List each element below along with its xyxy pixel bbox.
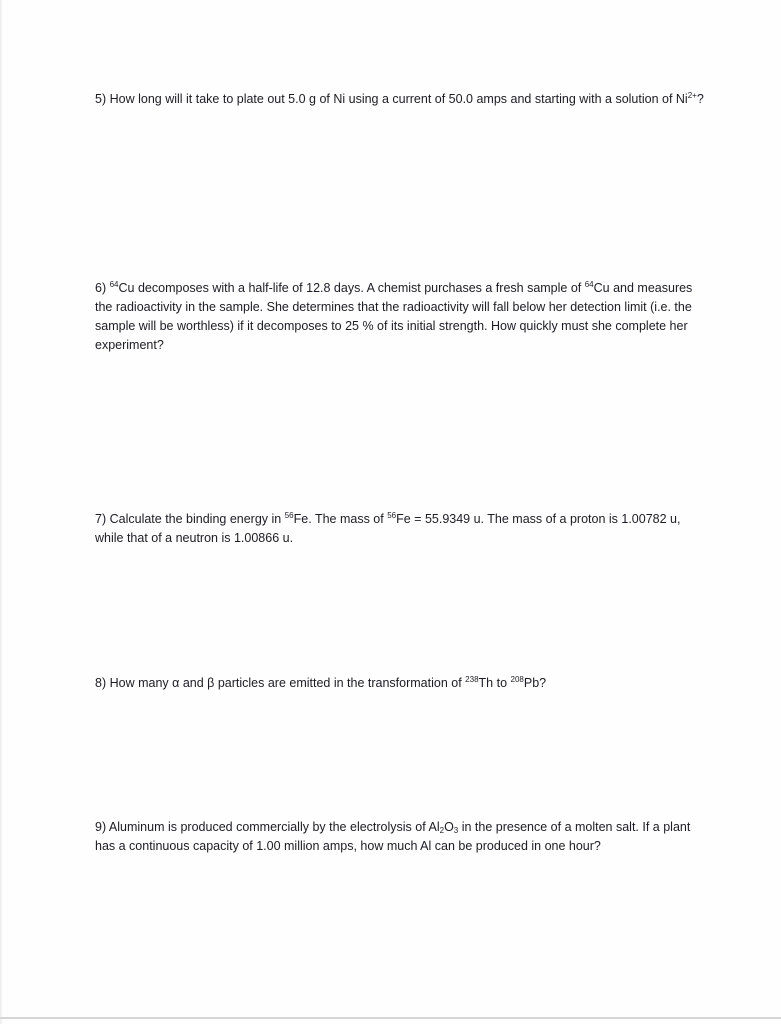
question-7-number: 7) <box>95 512 107 526</box>
question-8 <box>95 674 705 693</box>
question-5-number: 5) <box>95 92 107 106</box>
question-7-text: 7) Calculate the binding energy in $^{56}$Fe. The mass of $^{56}$Fe = 55.9349 u. The mass of a proton is 1.00782 u, while that of a neutron is 1.00866 u. <box>95 511 681 545</box>
scan-bottom-edge <box>0 1017 781 1019</box>
question-9 <box>95 818 705 856</box>
question-6-text: 6) $^{64}$Cu decomposes with a half-life of 12.8 days. A chemist purchases a fresh sample of $^{64}$Cu and measures the radioactivity in the sample. She determines that the radioactivity will fall below her detection limit (i.e. the sample will be worthless) if it decomposes to 25 % of its initial strength. How quickly must she complete her experiment? <box>95 280 693 352</box>
question-5-text: 5) How long will it take to plate out 5.0 g of Ni using a current of 50.0 amps and starting with a solution of $Ni^{2+}$? <box>95 91 704 106</box>
question-8-text: 8) How many α and β particles are emitted in the transformation of $^{238}$Th to $^{208}$Pb? <box>95 675 547 690</box>
question-9-number: 9) <box>95 820 107 834</box>
question-6 <box>95 279 705 355</box>
question-9-text: 9) Aluminum is produced commercially by the electrolysis of $Al_2O_3$ in the presence of a molten salt. If a plant has a continuous capacity of 1.00 million amps, how much Al can be produced in one hour? <box>95 820 691 853</box>
question-7 <box>95 510 705 548</box>
scan-left-shadow <box>0 0 3 1024</box>
question-6-number: 6) <box>95 281 107 295</box>
question-8-number: 8) <box>95 676 107 690</box>
question-5 <box>95 90 705 109</box>
